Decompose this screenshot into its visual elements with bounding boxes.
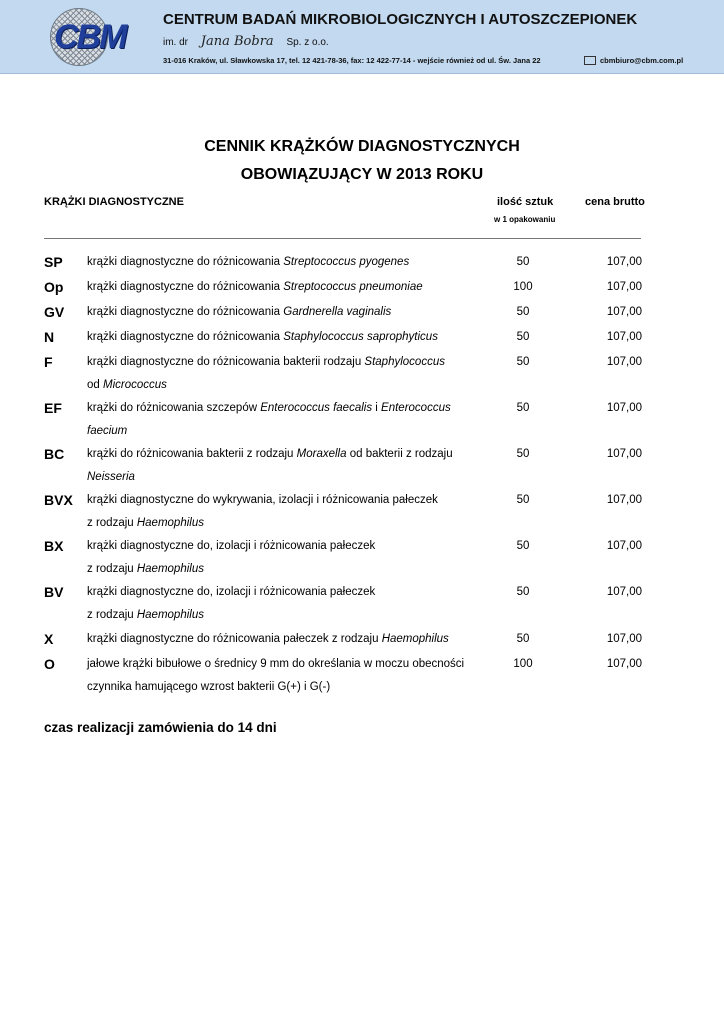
- item-code: O: [44, 656, 55, 672]
- item-quantity: 100: [513, 281, 533, 293]
- description-line2-species: Neisseria: [87, 471, 135, 483]
- item-code: EF: [44, 400, 62, 416]
- column-header-quantity-sub: w 1 opakowaniu: [494, 215, 556, 224]
- list-item: [0, 633, 724, 653]
- item-code: Op: [44, 279, 64, 295]
- item-quantity: 50: [516, 402, 530, 414]
- description-text: krążki diagnostyczne do różnicowania bakterii rodzaju: [87, 356, 365, 368]
- list-item: [0, 446, 724, 483]
- item-code: SP: [44, 254, 63, 270]
- logo-text: CBM: [54, 18, 126, 56]
- item-price: 107,00: [606, 633, 642, 645]
- item-description: [87, 306, 391, 318]
- description-text: krążki diagnostyczne do, izolacji i różnicowania pałeczek: [87, 586, 376, 598]
- description-text-after: od bakterii z rodzaju: [346, 448, 453, 460]
- item-price: 107,00: [606, 402, 642, 414]
- item-description: [87, 658, 464, 670]
- item-price: 107,00: [606, 306, 642, 318]
- description-line2-text: z rodzaju: [87, 563, 137, 575]
- description-text: jałowe krążki bibułowe o średnicy 9 mm do określania w moczu obecności: [87, 658, 465, 670]
- name-prefix: im. dr: [163, 37, 188, 48]
- item-price: 107,00: [606, 356, 642, 368]
- legal-form: Sp. z o.o.: [286, 37, 329, 48]
- description-species: Staphylococcus: [364, 356, 445, 368]
- description-line2-species: Haemophilus: [136, 517, 204, 529]
- description-species: Streptococcus pyogenes: [283, 256, 410, 268]
- list-item: [0, 256, 724, 276]
- letterhead: [0, 0, 724, 74]
- item-quantity: 50: [516, 540, 530, 552]
- description-species: Staphylococcus saprophyticus: [283, 331, 438, 343]
- item-description: [87, 402, 451, 414]
- email-text: cbmbiuro@cbm.com.pl: [600, 56, 684, 65]
- item-quantity: 100: [513, 658, 533, 670]
- column-header-category: KRĄŻKI DIAGNOSTYCZNE: [44, 196, 184, 208]
- item-description: [87, 331, 438, 343]
- description-text: krążki diagnostyczne do różnicowania: [87, 331, 284, 343]
- item-code: N: [44, 329, 55, 345]
- item-description: [87, 494, 438, 506]
- list-item: [0, 331, 724, 351]
- description-species-2: Enterococcus: [381, 402, 451, 414]
- item-quantity: 50: [516, 633, 530, 645]
- item-price: 107,00: [606, 586, 642, 598]
- description-text: krążki diagnostyczne do różnicowania: [87, 281, 284, 293]
- item-description-line2: [87, 681, 330, 693]
- list-item: [0, 538, 724, 575]
- item-code: BX: [44, 538, 64, 554]
- list-item: [0, 281, 724, 301]
- list-item: [0, 400, 724, 437]
- cbm-logo: [50, 8, 126, 64]
- company-email: [584, 56, 683, 66]
- document-title-line1: CENNIK KRĄŻKÓW DIAGNOSTYCZNYCH: [204, 138, 520, 155]
- list-item: [0, 492, 724, 529]
- description-text: krążki do różnicowania bakterii z rodzaju: [87, 448, 297, 460]
- company-subtitle: [163, 34, 329, 49]
- description-text-after: i: [372, 402, 382, 414]
- description-line2-text: z rodzaju: [87, 609, 137, 621]
- delivery-time-note: czas realizacji zamówienia do 14 dni: [44, 720, 277, 735]
- document-title-line2: OBOWIĄZUJĄCY W 2013 ROKU: [240, 166, 484, 183]
- item-price: 107,00: [606, 448, 642, 460]
- item-code: X: [44, 631, 54, 647]
- item-quantity: 50: [516, 306, 530, 318]
- list-item: [0, 656, 724, 693]
- signature: Jana Bobra: [200, 34, 274, 49]
- item-quantity: 50: [516, 256, 530, 268]
- item-price: 107,00: [606, 658, 642, 670]
- description-species: Moraxella: [296, 448, 347, 460]
- item-description-line2: [87, 379, 167, 391]
- column-header-price: cena brutto: [585, 196, 645, 208]
- description-line2-text: od: [87, 379, 103, 391]
- description-species: Streptococcus pneumoniae: [283, 281, 423, 293]
- item-price: 107,00: [606, 540, 642, 552]
- description-line2-text: z rodzaju: [87, 517, 137, 529]
- item-description: [87, 256, 409, 268]
- description-text: krążki diagnostyczne do różnicowania: [87, 256, 284, 268]
- item-description: [87, 281, 423, 293]
- item-code: BV: [44, 584, 64, 600]
- envelope-icon: [584, 56, 596, 65]
- item-price: 107,00: [606, 281, 642, 293]
- item-description-line2: [87, 517, 204, 529]
- list-item: [0, 306, 724, 326]
- list-item: [0, 584, 724, 621]
- description-species: Enterococcus faecalis: [260, 402, 373, 414]
- description-text: krążki diagnostyczne do różnicowania pałeczek z rodzaju: [87, 633, 382, 645]
- item-quantity: 50: [516, 494, 530, 506]
- item-description-line2: [87, 563, 204, 575]
- list-item: [0, 354, 724, 391]
- item-quantity: 50: [516, 448, 530, 460]
- description-line2-species: Haemophilus: [136, 563, 204, 575]
- item-description: [87, 448, 453, 460]
- description-line2-species: Micrococcus: [103, 379, 167, 391]
- description-line2-species: faecium: [87, 425, 128, 437]
- item-code: F: [44, 354, 53, 370]
- item-quantity: 50: [516, 586, 530, 598]
- description-text: krążki do różnicowania szczepów: [87, 402, 261, 414]
- description-line2-text: czynnika hamującego wzrost bakterii G(+) i G(-): [87, 681, 331, 693]
- item-description: [87, 540, 375, 552]
- company-name: CENTRUM BADAŃ MIKROBIOLOGICZNYCH I AUTOSZCZEPIONEK: [163, 11, 638, 28]
- description-line2-species: Haemophilus: [136, 609, 204, 621]
- description-text: krążki diagnostyczne do wykrywania, izolacji i różnicowania pałeczek: [87, 494, 438, 506]
- item-description-line2: [87, 609, 204, 621]
- description-text: krążki diagnostyczne do różnicowania: [87, 306, 284, 318]
- item-description-line2: [87, 425, 127, 437]
- company-address: 31-016 Kraków, ul. Sławkowska 17, tel. 12 421-78-36, fax: 12 422-77-14 - wejście również od ul. Św. Jana 22: [163, 56, 541, 65]
- item-quantity: 50: [516, 331, 530, 343]
- item-code: BVX: [44, 492, 73, 508]
- item-description: [87, 633, 449, 645]
- description-species: Gardnerella vaginalis: [283, 306, 392, 318]
- item-price: 107,00: [606, 494, 642, 506]
- item-description: [87, 356, 445, 368]
- item-description: [87, 586, 375, 598]
- header-divider: [44, 238, 641, 239]
- item-code: GV: [44, 304, 65, 320]
- column-header-quantity: ilość sztuk: [497, 196, 554, 208]
- description-species: Haemophilus: [381, 633, 449, 645]
- item-price: 107,00: [606, 256, 642, 268]
- description-text: krążki diagnostyczne do, izolacji i różnicowania pałeczek: [87, 540, 376, 552]
- item-description-line2: [87, 471, 135, 483]
- item-quantity: 50: [516, 356, 530, 368]
- item-code: BC: [44, 446, 65, 462]
- item-price: 107,00: [606, 331, 642, 343]
